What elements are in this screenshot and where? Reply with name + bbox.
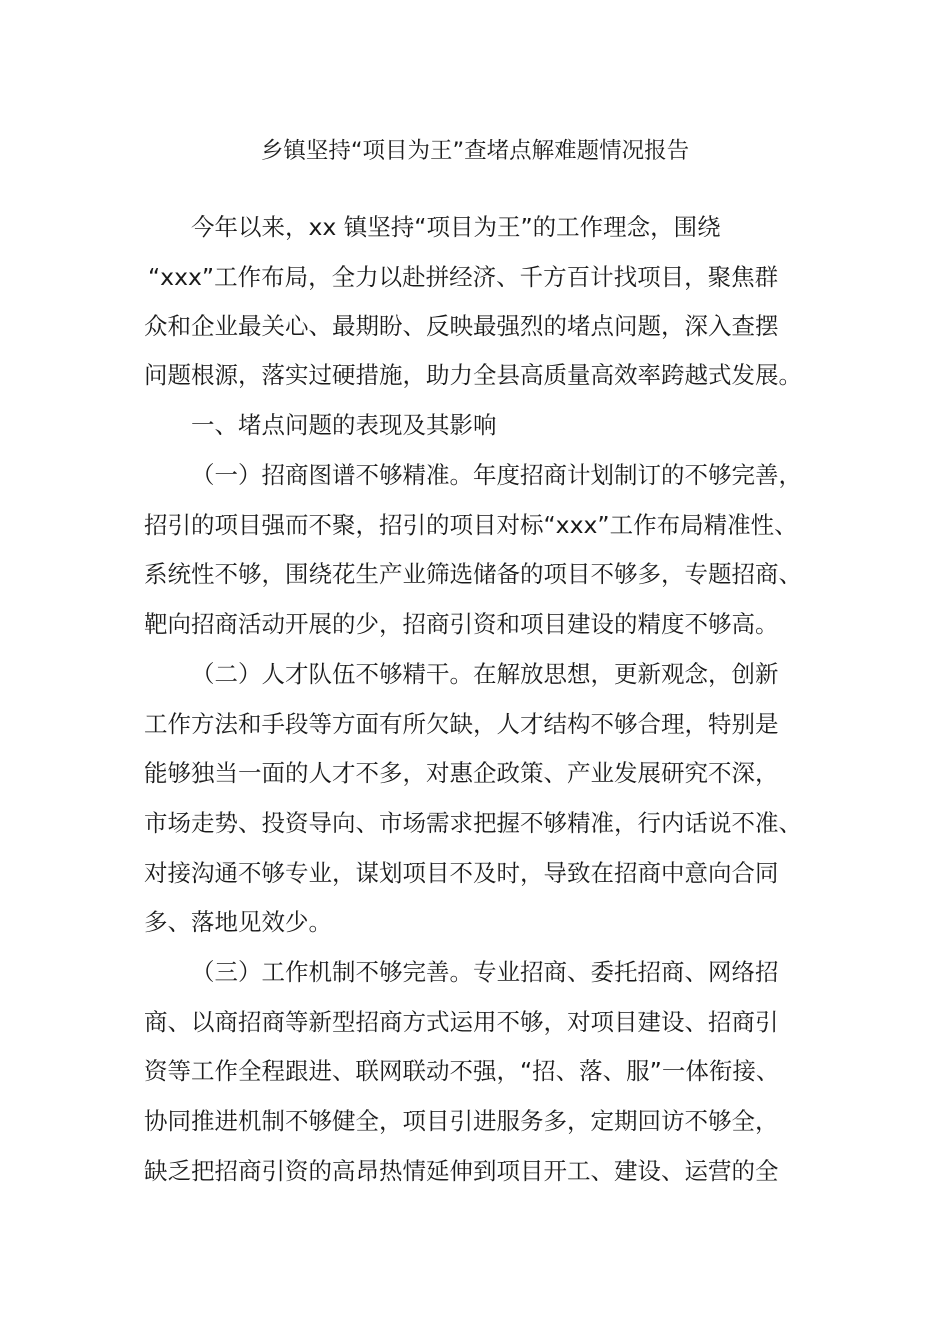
paragraph-line: （二）人才队伍不够精干。在解放思想，更新观念，创新 [191, 660, 779, 688]
paragraph-line: 问题根源，落实过硬措施，助力全县高质量高效率跨越式发展。 [144, 361, 802, 389]
document-title: 乡镇坚持“项目为王”查堵点解难题情况报告 [260, 138, 690, 164]
paragraph-line: 多、落地见效少。 [144, 908, 332, 936]
paragraph-line: 商、以商招商等新型招商方式运用不够，对项目建设、招商引 [144, 1008, 779, 1036]
paragraph-line: 协同推进机制不够健全，项目引进服务多，定期回访不够全， [144, 1107, 779, 1135]
paragraph-line: 招引的项目强而不聚，招引的项目对标“xxx”工作布局精准性、 [144, 511, 798, 539]
paragraph-line: （一）招商图谱不够精准。年度招商计划制订的不够完善， [191, 461, 802, 489]
paragraph-line: （三）工作机制不够完善。专业招商、委托招商、网络招 [191, 958, 779, 986]
paragraph-line: 靶向招商活动开展的少，招商引资和项目建设的精度不够高。 [144, 610, 779, 638]
paragraph-line: 市场走势、投资导向、市场需求把握不够精准，行内话说不准、 [144, 809, 802, 837]
paragraph-line: 缺乏把招商引资的高昂热情延伸到项目开工、建设、运营的全 [144, 1157, 779, 1185]
paragraph-line: 今年以来，xx 镇坚持“项目为王”的工作理念，围绕 [191, 213, 721, 241]
paragraph-line: “xxx”工作布局，全力以赴拼经济、千方百计找项目，聚焦群 [148, 263, 779, 291]
paragraph-line: 工作方法和手段等方面有所欠缺，人才结构不够合理，特别是 [144, 710, 779, 738]
paragraph-line: 对接沟通不够专业，谋划项目不及时，导致在招商中意向合同 [144, 859, 779, 887]
paragraph-line: 能够独当一面的人才不多，对惠企政策、产业发展研究不深， [144, 759, 779, 787]
paragraph-line: 系统性不够，围绕花生产业筛选储备的项目不够多，专题招商、 [144, 560, 802, 588]
paragraph-line: 众和企业最关心、最期盼、反映最强烈的堵点问题，深入查摆 [144, 312, 779, 340]
section-heading: 一、堵点问题的表现及其影响 [191, 411, 497, 439]
paragraph-line: 资等工作全程跟进、联网联动不强，“招、落、服”一体衔接、 [144, 1057, 780, 1085]
